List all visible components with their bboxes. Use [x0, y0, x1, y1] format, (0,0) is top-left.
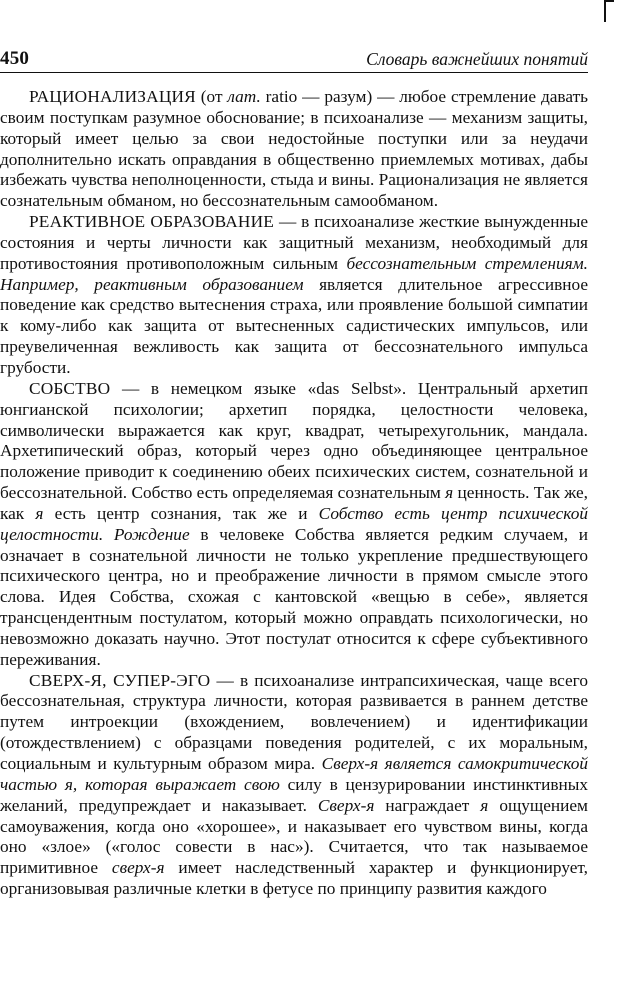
entry-text: ratio — разум) — любое стремление давать своим поступкам разумное обоснование; в психоанализе — механизм защиты, который имеет целью за свои недостойные поступки или за неудачи дополнительно искать оправдания в общественно приемлемых мотивах, дабы избежать чувства неполноценности, стыда и вины. Рационализация не является сознательным обманом, но бессознательным самообманом. — [0, 87, 588, 211]
entry-text-italic: Собство есть центр психической целостности. Рождение — [0, 503, 588, 544]
entry-text: (от — [195, 87, 228, 106]
entry-text-italic: Сверх-я является самокритической частью я, которая выражает свою — [0, 754, 589, 794]
entry-text-italic: бессознательным стремлениям. Например, реактивным образованием — [0, 253, 588, 294]
entry-term: РЕАКТИВНОЕ ОБРАЗОВАНИЕ — [29, 212, 275, 232]
entry-text: — в немецком языке «das Selbst». Центральный архетип юнгианской психологии; архетип порядка, целостности человека, символически выражается как круг, квадрат, четырехугольник, мандала. Архетипический образ, который через одно объединяющее центральное положение приводит к соединению обеих психических систем, сознательной и бессознательной. Собство есть определяемая сознательным — [0, 378, 588, 503]
entry-term: РАЦИОНАЛИЗАЦИЯ — [29, 87, 196, 106]
entry-text: имеет наследственный характер и функционирует, организовывая различные клетки в фетусе по принципу развития каждого — [0, 858, 589, 899]
entry-text-italic: я — [480, 795, 489, 815]
entry-text-italic: я — [35, 503, 44, 523]
entry-term: СВЕРХ-Я, СУПЕР-ЭГО — [29, 670, 211, 690]
entry-text-italic: Сверх-я — [317, 795, 375, 815]
entry-text: является длительное агрессивное поведение как средство вытеснения страха, или проявление большой симпатии к кому-либо как защита от вытесненных садистических импульсов, или преувеличенная вежливость как защита от бессознательного импульса грубости. — [0, 274, 588, 377]
entry-text: — в психоанализе интрапсихическая, чаще всего бессознательная, структура личности, которая развивается в раннем детстве путем интроекции (вхождением, вовлечением) и идентификации (отождествлением) с образцами поведения родителей, с их моральным, социальным и культурным образом мира. — [0, 670, 588, 773]
entry-text: есть центр сознания, так же и — [43, 503, 319, 523]
entry-text-italic: сверх-я — [111, 858, 165, 878]
entry-reaction-formation — [0, 212, 588, 379]
entry-text: ценность. Так же, как — [0, 483, 589, 523]
entry-text-italic: лат. — [227, 87, 261, 106]
page-number: 450 — [0, 48, 30, 69]
entry-superego — [0, 671, 588, 900]
page-header — [0, 44, 588, 72]
dictionary-text — [0, 87, 588, 900]
entry-text: в человеке Собства является редким случаем, и означает в сознательной личности не только укрепление предшествующего психического центра, но и преображение личности в прямом смысле этого слова. Идея Собства, схожая с кантовской «вещью в себе», является трансцендентным постулатом, который можно оправдать психологически, но невозможно доказать научно. Этот постулат относится к сфере субъективного переживания. — [0, 524, 589, 669]
entry-rationalization — [0, 87, 588, 212]
entry-term: СОБСТВО — [29, 378, 111, 398]
running-head-title: Словарь важнейших понятий — [366, 49, 588, 69]
page-edge-mark — [604, 0, 614, 22]
entry-text: награждает — [374, 795, 481, 815]
entry-text-italic: я — [445, 483, 454, 503]
header-rule — [0, 72, 588, 73]
entry-self — [0, 379, 588, 671]
entry-text: ощущением самоуважения, когда оно «хорошее», и наказывает его чувством вины, когда оно «злое» («голос совести в нас»). Считается, что так называемое примитивное — [0, 795, 588, 878]
entry-text: — в психоанализе жесткие вынужденные состояния и черты личности как защитный механизм, необходимый для противостояния противоположным сильным — [0, 212, 588, 273]
entry-text: силу в цензурировании инстинктивных желаний, предупреждает и наказывает. — [0, 774, 588, 815]
